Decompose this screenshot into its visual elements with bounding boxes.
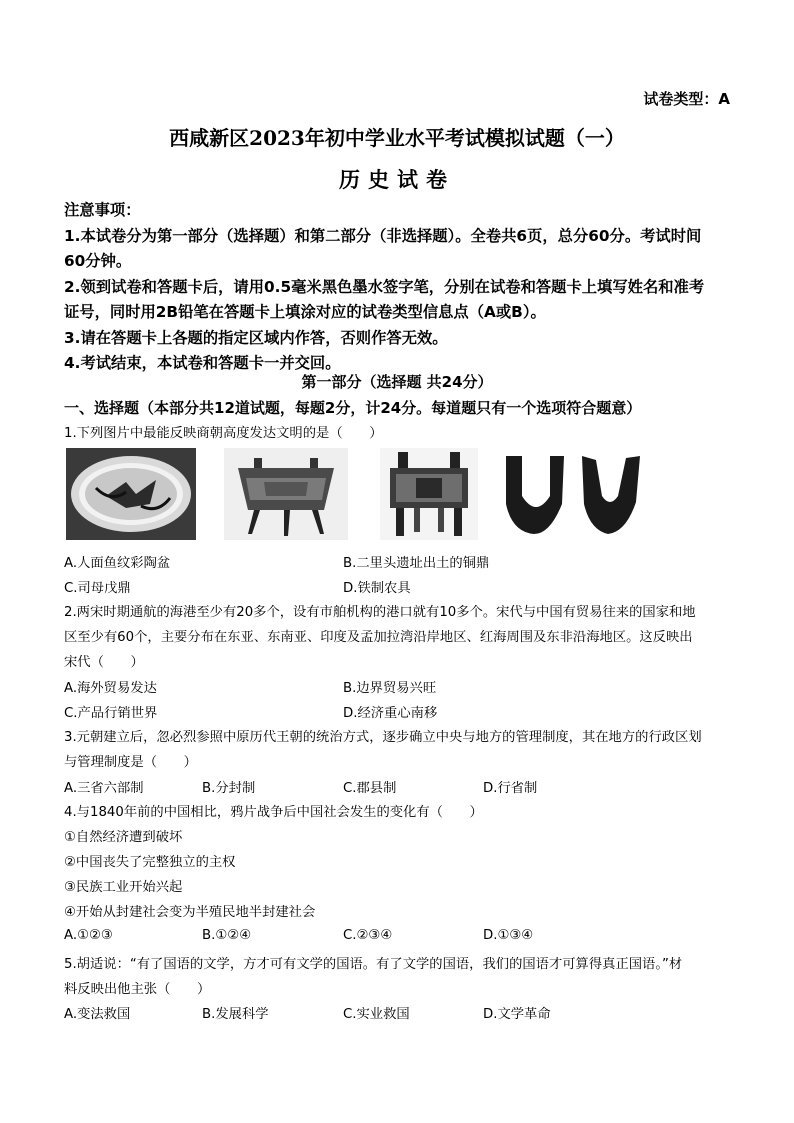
option-a[interactable]: A.①②③: [64, 928, 113, 943]
option-d[interactable]: D.铁制农具: [343, 581, 411, 596]
option-b[interactable]: B.①②④: [202, 928, 252, 943]
painted-pottery-basin-image: [66, 448, 196, 540]
option-c[interactable]: C.②③④: [343, 928, 393, 943]
question-2: [64, 600, 736, 675]
part1-title: 第一部分（选择题 共24分）: [301, 373, 493, 391]
question-stem: 5.胡适说：“有了国语的文学，方才可有文学的国语。有了文学的国语，我们的国语才可算得真正国语。”材: [64, 957, 683, 972]
erlitou-bronze-ding-image: [224, 448, 348, 540]
statement-item: ③民族工业开始兴起: [64, 880, 183, 895]
question-stem: 区至少有60个，主要分布在东亚、东南亚、印度及孟加拉湾沿岸地区、红海周围及东非沿海地区。这反映出: [64, 630, 693, 645]
question-stem: 3.元朝建立后，忽必烈参照中原历代王朝的统治方式，逐步确立中央与地方的管理制度，其在地方的行政区划: [64, 730, 702, 745]
subject-title: 历史试卷: [339, 167, 455, 192]
option-c[interactable]: C.产品行销世界: [64, 706, 158, 721]
notes-line: 4.考试结束，本试卷和答题卡一并交回。: [64, 354, 341, 372]
question-stem: 2.两宋时期通航的海港至少有20多个，设有市舶机构的港口就有10多个。宋代与中国有贸易往来的国家和地: [64, 605, 696, 620]
notes-heading: 注意事项：: [64, 201, 141, 219]
option-d[interactable]: D.经济重心南移: [343, 706, 438, 721]
question-3: [64, 725, 736, 775]
question-5: [64, 952, 736, 1002]
exam-notes: [64, 198, 732, 377]
paper-type-label: 试卷类型：A: [643, 90, 730, 108]
notes-line: 证号，同时用2B铅笔在答题卡上填涂对应的试卷类型信息点（A或B）。: [64, 303, 546, 321]
question-4: [64, 800, 736, 925]
option-a[interactable]: A.变法救国: [64, 1007, 131, 1022]
notes-line: 3.请在答题卡上各题的指定区域内作答，否则作答无效。: [64, 328, 448, 347]
notes-line: 2.领到试卷和答题卡后，请用0.5毫米黑色墨水签字笔，分别在试卷和答题卡上填写姓名和准考: [64, 277, 705, 296]
statement-item: ④开始从封建社会变为半殖民地半封建社会: [64, 905, 316, 920]
iron-farm-tools-image: [498, 448, 646, 540]
option-a[interactable]: A.人面鱼纹彩陶盆: [64, 556, 171, 571]
option-b[interactable]: B.发展科学: [202, 1007, 269, 1022]
statement-item: ①自然经济遭到破坏: [64, 830, 183, 845]
option-c[interactable]: C.实业救国: [343, 1007, 410, 1022]
question-stem: 1.下列图片中最能反映商朝高度发达文明的是（ ）: [64, 426, 383, 441]
question-stem: 与管理制度是（ ）: [64, 755, 197, 770]
option-a[interactable]: A.海外贸易发达: [64, 681, 157, 696]
option-d[interactable]: D.行省制: [483, 781, 538, 796]
question-stem: 4.与1840年前的中国相比，鸦片战争后中国社会发生的变化有（ ）: [64, 805, 483, 820]
notes-line: 1.本试卷分为第一部分（选择题）和第二部分（非选择题）。全卷共6页，总分60分。考试时间: [64, 226, 702, 245]
option-b[interactable]: B.边界贸易兴旺: [343, 681, 437, 696]
option-b[interactable]: B.二里头遗址出土的铜鼎: [343, 556, 490, 571]
question-stem: 料反映出他主张（ ）: [64, 982, 211, 997]
option-d[interactable]: D.文学革命: [483, 1007, 551, 1022]
question-1: [64, 421, 736, 446]
option-a[interactable]: A.三省六部制: [64, 781, 144, 796]
option-c[interactable]: C.司母戊鼎: [64, 581, 131, 596]
option-d[interactable]: D.①③④: [483, 928, 534, 943]
statement-item: ②中国丧失了完整独立的主权: [64, 855, 236, 870]
exam-title: 西咸新区2023年初中学业水平考试模拟试题（一）: [169, 126, 625, 150]
notes-line: 60分钟。: [64, 252, 132, 270]
simuwu-ding-image: [380, 448, 478, 540]
option-c[interactable]: C.郡县制: [343, 781, 397, 796]
question-stem: 宋代（ ）: [64, 655, 144, 670]
section-title: 一、选择题（本部分共12道试题，每题2分，计24分。每道题只有一个选项符合题意）: [64, 399, 642, 417]
option-b[interactable]: B.分封制: [202, 781, 256, 796]
